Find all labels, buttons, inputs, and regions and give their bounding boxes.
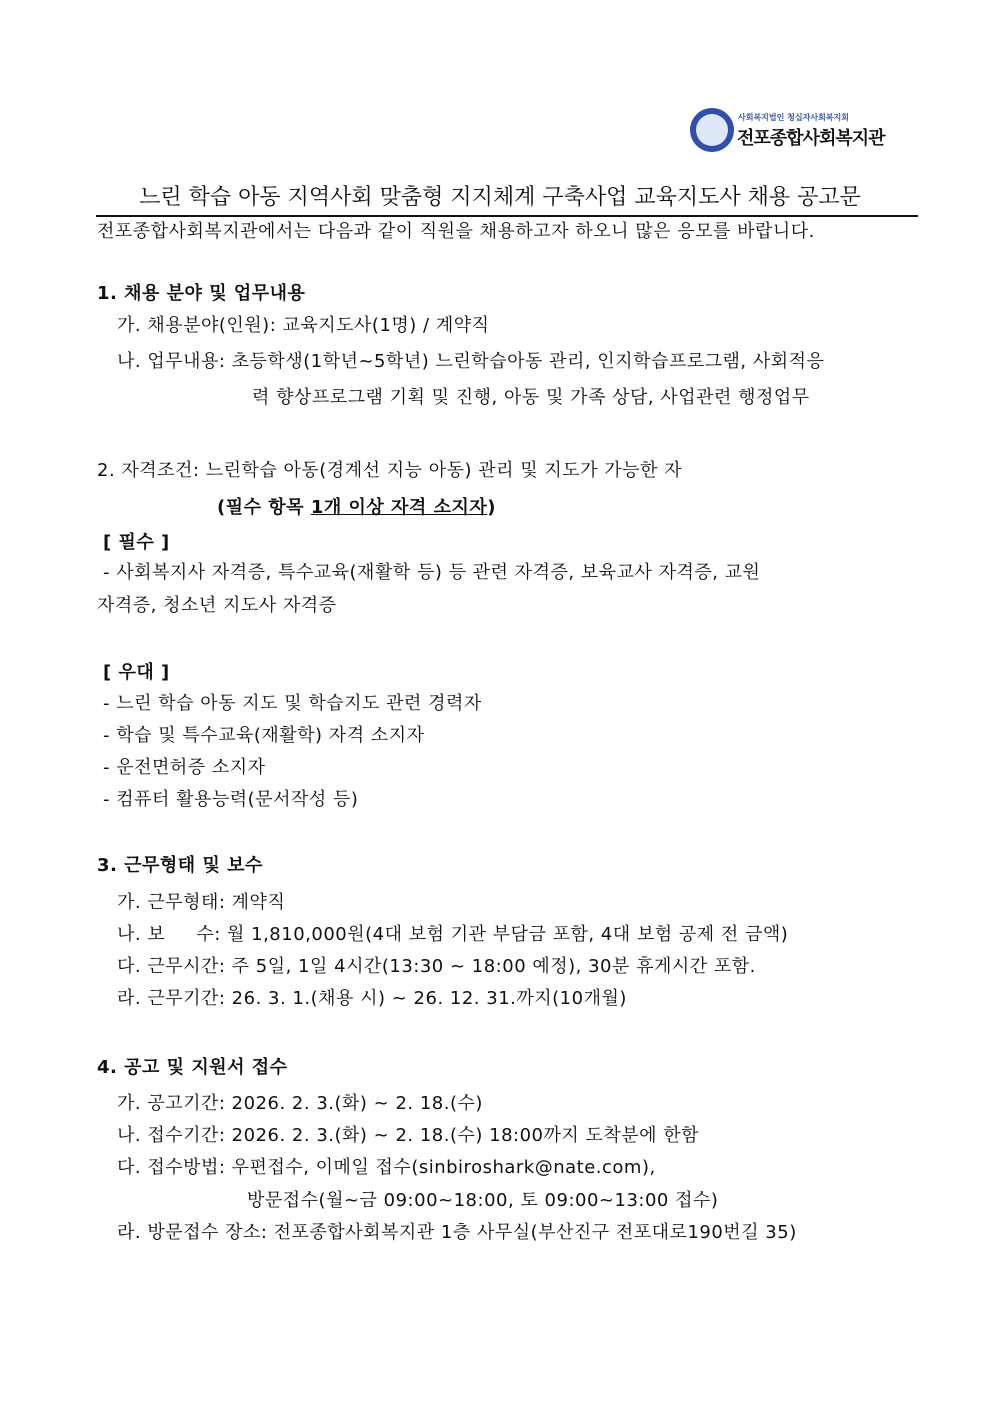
- section-1-heading: 1. 채용 분야 및 업무내용: [97, 283, 306, 304]
- logo-name: 전포종합사회복지관: [737, 128, 885, 149]
- document-title: 느린 학습 아동 지역사회 맞춤형 지지체계 구축사업 교육지도사 채용 공고문: [139, 185, 861, 210]
- seal-icon: [690, 108, 734, 152]
- note-post: ): [487, 497, 496, 518]
- s4-item-d: 라. 방문접수 장소: 전포종합사회복지관 1층 사무실(부산진구 전포대로190번길 35): [117, 1222, 797, 1243]
- required-line-2: 자격증, 청소년 지도사 자격증: [97, 595, 337, 616]
- s3-item-d: 라. 근무기간: 26. 3. 1.(채용 시) ~ 26. 12. 31.까지(10개월): [117, 988, 627, 1009]
- s2-note: [217, 497, 496, 519]
- note-pre: (필수 항목: [217, 497, 311, 518]
- s4-item-c: 다. 접수방법: 우편접수, 이메일 접수(sinbiroshark@nate.com),: [117, 1157, 656, 1178]
- logo-subtitle: 사회복지법인 청십자사회복지회: [738, 113, 849, 122]
- preferred-item: - 느린 학습 아동 지도 및 학습지도 관련 경력자: [103, 693, 482, 714]
- s1-item-b-cont: 력 향상프로그램 기획 및 진행, 아동 및 가족 상담, 사업관련 행정업무: [252, 387, 810, 408]
- intro-text: 전포종합사회복지관에서는 다음과 같이 직원을 채용하고자 하오니 많은 응모를 바랍니다.: [97, 221, 815, 242]
- required-label: [ 필수 ]: [103, 532, 170, 553]
- title-divider: [96, 215, 918, 217]
- preferred-item: - 운전면허증 소지자: [103, 757, 266, 778]
- preferred-label: [ 우대 ]: [103, 662, 170, 683]
- required-line-1: - 사회복지사 자격증, 특수교육(재활학 등) 등 관련 자격증, 보육교사 자격증, 교원: [103, 562, 761, 583]
- s4-item-a: 가. 공고기간: 2026. 2. 3.(화) ~ 2. 18.(수): [117, 1093, 483, 1114]
- section-4-heading: 4. 공고 및 지원서 접수: [97, 1057, 288, 1078]
- s3-item-c: 다. 근무시간: 주 5일, 1일 4시간(13:30 ~ 18:00 예정), 30분 휴게시간 포함.: [117, 956, 756, 977]
- section-3-heading: 3. 근무형태 및 보수: [97, 855, 263, 876]
- s3-item-b: 나. 보 수: 월 1,810,000원(4대 보험 기관 부담금 포함, 4대 보험 공제 전 금액): [117, 924, 789, 945]
- s3-item-a: 가. 근무형태: 계약직: [117, 892, 286, 913]
- s1-item-a: 가. 채용분야(인원): 교육지도사(1명) / 계약직: [117, 315, 490, 336]
- organization-logo: [690, 108, 910, 156]
- preferred-item: - 컴퓨터 활용능력(문서작성 등): [103, 789, 359, 810]
- section-2-heading: 2. 자격조건: 느린학습 아동(경계선 지능 아동) 관리 및 지도가 가능한 자: [97, 460, 682, 481]
- note-underlined: 1개 이상 자격 소지자: [310, 497, 488, 518]
- s4-item-b: 나. 접수기간: 2026. 2. 3.(화) ~ 2. 18.(수) 18:00까지 도착분에 한함: [117, 1125, 700, 1146]
- s1-item-b: 나. 업무내용: 초등학생(1학년~5학년) 느린학습아동 관리, 인지학습프로그램, 사회적응: [117, 351, 825, 372]
- preferred-item: - 학습 및 특수교육(재활학) 자격 소지자: [103, 725, 425, 746]
- s4-item-c-cont: 방문접수(월~금 09:00~18:00, 토 09:00~13:00 접수): [247, 1190, 719, 1211]
